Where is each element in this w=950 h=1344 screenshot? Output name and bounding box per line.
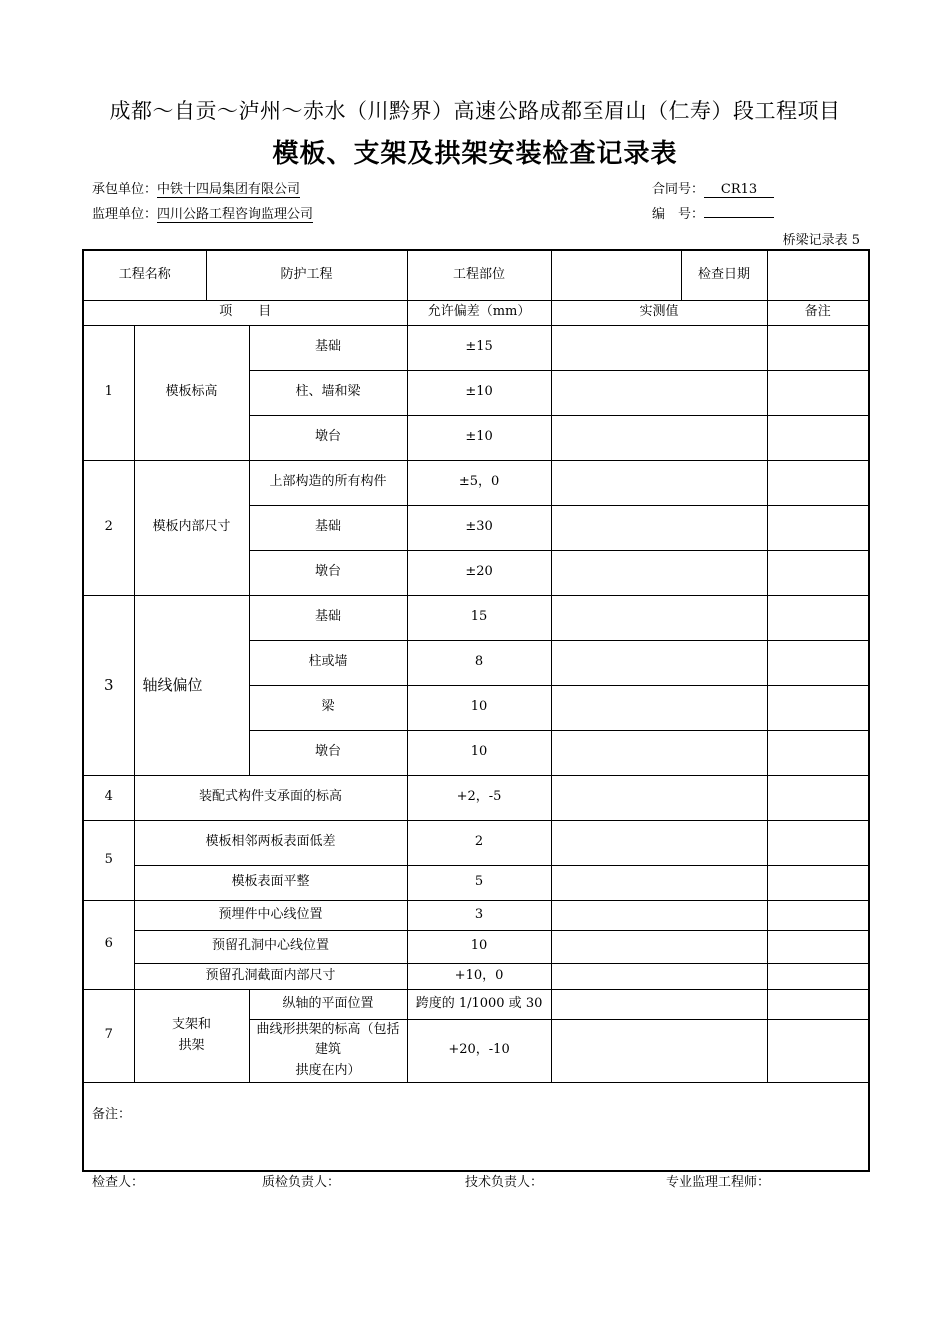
number-label: 编 号：: [652, 207, 705, 222]
measured-cell[interactable]: [551, 865, 767, 900]
table-row: [83, 325, 869, 370]
group-no: 2: [83, 460, 134, 595]
measured-cell[interactable]: [551, 1019, 767, 1082]
note-cell[interactable]: [767, 775, 869, 820]
item-label-line1: 曲线形拱架的标高（包括建筑: [256, 1021, 400, 1058]
measured-cell[interactable]: [551, 415, 767, 460]
note-cell[interactable]: [767, 865, 869, 900]
measured-cell[interactable]: [551, 595, 767, 640]
table-row: [83, 900, 869, 930]
inspector-signature: 检查人：: [92, 1175, 145, 1190]
item-label: 基础: [249, 325, 407, 370]
item-label: 预埋件中心线位置: [134, 900, 407, 930]
item-tolerance: +2，-5: [407, 775, 551, 820]
group-name: 模板标高: [134, 325, 249, 460]
group-no: 5: [83, 820, 134, 900]
contract-line: [652, 178, 774, 198]
table-row: [83, 930, 869, 963]
measured-cell[interactable]: [551, 963, 767, 989]
item-tolerance: 10: [407, 730, 551, 775]
table-row: [83, 865, 869, 900]
measured-cell[interactable]: [551, 930, 767, 963]
location-value: [551, 250, 681, 300]
group-name: 轴线偏位: [134, 595, 249, 775]
item-tolerance: ±20: [407, 550, 551, 595]
number-line: [652, 203, 774, 222]
table-row: [83, 460, 869, 505]
project-name-label: 工程名称: [83, 250, 206, 300]
item-label: 柱、墙和梁: [249, 370, 407, 415]
item-tolerance: 8: [407, 640, 551, 685]
date-label: 检查日期: [681, 250, 767, 300]
qc-lead-signature: 质检负责人：: [262, 1175, 341, 1190]
item-tolerance: 跨度的 1/1000 或 30: [407, 989, 551, 1019]
table-row: [83, 989, 869, 1019]
item-tolerance: 3: [407, 900, 551, 930]
measured-cell[interactable]: [551, 900, 767, 930]
note-cell[interactable]: [767, 505, 869, 550]
note-cell[interactable]: [767, 550, 869, 595]
supervisor-label: 监理单位：: [92, 207, 158, 222]
item-tolerance: 5: [407, 865, 551, 900]
col-note: 备注: [767, 300, 869, 325]
item-tolerance: 10: [407, 930, 551, 963]
table-row: [83, 595, 869, 640]
measured-cell[interactable]: [551, 550, 767, 595]
item-label: 墩台: [249, 550, 407, 595]
item-label: 模板相邻两板表面低差: [134, 820, 407, 865]
note-cell[interactable]: [767, 595, 869, 640]
contractor-value: 中铁十四局集团有限公司: [157, 178, 300, 198]
item-tolerance: ±15: [407, 325, 551, 370]
location-label: 工程部位: [407, 250, 551, 300]
note-cell[interactable]: [767, 370, 869, 415]
note-cell[interactable]: [767, 1019, 869, 1082]
measured-cell[interactable]: [551, 505, 767, 550]
note-cell[interactable]: [767, 415, 869, 460]
table-row: [83, 775, 869, 820]
contract-value: CR13: [704, 182, 774, 198]
note-cell[interactable]: [767, 325, 869, 370]
item-label: [249, 1019, 407, 1082]
note-cell[interactable]: [767, 820, 869, 865]
item-tolerance: ±10: [407, 415, 551, 460]
item-tolerance: +10，0: [407, 963, 551, 989]
group-name: [134, 989, 249, 1082]
group-name-line2: 拱架: [178, 1037, 205, 1053]
project-name-value: 防护工程: [206, 250, 407, 300]
measured-cell[interactable]: [551, 775, 767, 820]
measured-cell[interactable]: [551, 730, 767, 775]
supervisor-line: [92, 203, 313, 223]
note-cell[interactable]: [767, 460, 869, 505]
item-label: 装配式构件支承面的标高: [134, 775, 407, 820]
measured-cell[interactable]: [551, 989, 767, 1019]
item-label: 预留孔洞中心线位置: [134, 930, 407, 963]
group-no: 1: [83, 325, 134, 460]
contractor-label: 承包单位：: [92, 182, 158, 197]
column-header-row: [83, 300, 869, 325]
group-no: 7: [83, 989, 134, 1082]
item-label: 墩台: [249, 730, 407, 775]
col-item: 项 目: [83, 300, 407, 325]
engineer-signature: 专业监理工程师：: [666, 1175, 771, 1190]
item-label: 基础: [249, 595, 407, 640]
contractor-line: [92, 178, 300, 198]
remarks-cell[interactable]: [83, 1082, 869, 1171]
note-cell[interactable]: [767, 730, 869, 775]
item-label-line2: 拱度在内）: [295, 1063, 361, 1079]
record-number: 桥梁记录表 5: [782, 233, 860, 248]
project-title: 成都～自贡～泸州～赤水（川黔界）高速公路成都至眉山（仁寿）段工程项目: [109, 99, 841, 123]
date-value: [767, 250, 869, 300]
note-cell[interactable]: [767, 963, 869, 989]
item-tolerance: ±30: [407, 505, 551, 550]
table-row: [83, 820, 869, 865]
remarks-label: 备注：: [92, 1106, 132, 1122]
item-label: 纵轴的平面位置: [249, 989, 407, 1019]
item-label: 墩台: [249, 415, 407, 460]
item-tolerance: ±10: [407, 370, 551, 415]
item-label: 梁: [249, 685, 407, 730]
item-tolerance: +20，-10: [407, 1019, 551, 1082]
item-label: 基础: [249, 505, 407, 550]
note-cell[interactable]: [767, 640, 869, 685]
group-no: 3: [83, 595, 134, 775]
col-tolerance: 允许偏差（mm）: [407, 300, 551, 325]
remarks-row: [83, 1082, 869, 1171]
contract-label: 合同号：: [652, 182, 705, 197]
item-tolerance: ±5，0: [407, 460, 551, 505]
item-tolerance: 15: [407, 595, 551, 640]
note-cell[interactable]: [767, 930, 869, 963]
measured-cell[interactable]: [551, 325, 767, 370]
note-cell[interactable]: [767, 685, 869, 730]
table-row: [83, 963, 869, 989]
measured-cell[interactable]: [551, 370, 767, 415]
item-label: 模板表面平整: [134, 865, 407, 900]
note-cell[interactable]: [767, 900, 869, 930]
measured-cell[interactable]: [551, 460, 767, 505]
item-tolerance: 2: [407, 820, 551, 865]
header-row: [83, 250, 869, 300]
measured-cell[interactable]: [551, 640, 767, 685]
group-name: 模板内部尺寸: [134, 460, 249, 595]
group-no: 6: [83, 900, 134, 989]
col-measured: 实测值: [551, 300, 767, 325]
group-no: 4: [83, 775, 134, 820]
measured-cell[interactable]: [551, 685, 767, 730]
item-tolerance: 10: [407, 685, 551, 730]
group-name-line1: 支架和: [172, 1016, 212, 1032]
tech-lead-signature: 技术负责人：: [465, 1175, 544, 1190]
number-value: [704, 204, 774, 218]
item-label: 预留孔洞截面内部尺寸: [134, 963, 407, 989]
supervisor-value: 四川公路工程咨询监理公司: [157, 203, 313, 223]
measured-cell[interactable]: [551, 820, 767, 865]
inspection-table: [82, 249, 870, 1172]
item-label: 上部构造的所有构件: [249, 460, 407, 505]
form-title: 模板、支架及拱架安装检查记录表: [272, 139, 678, 169]
note-cell[interactable]: [767, 989, 869, 1019]
item-label: 柱或墙: [249, 640, 407, 685]
